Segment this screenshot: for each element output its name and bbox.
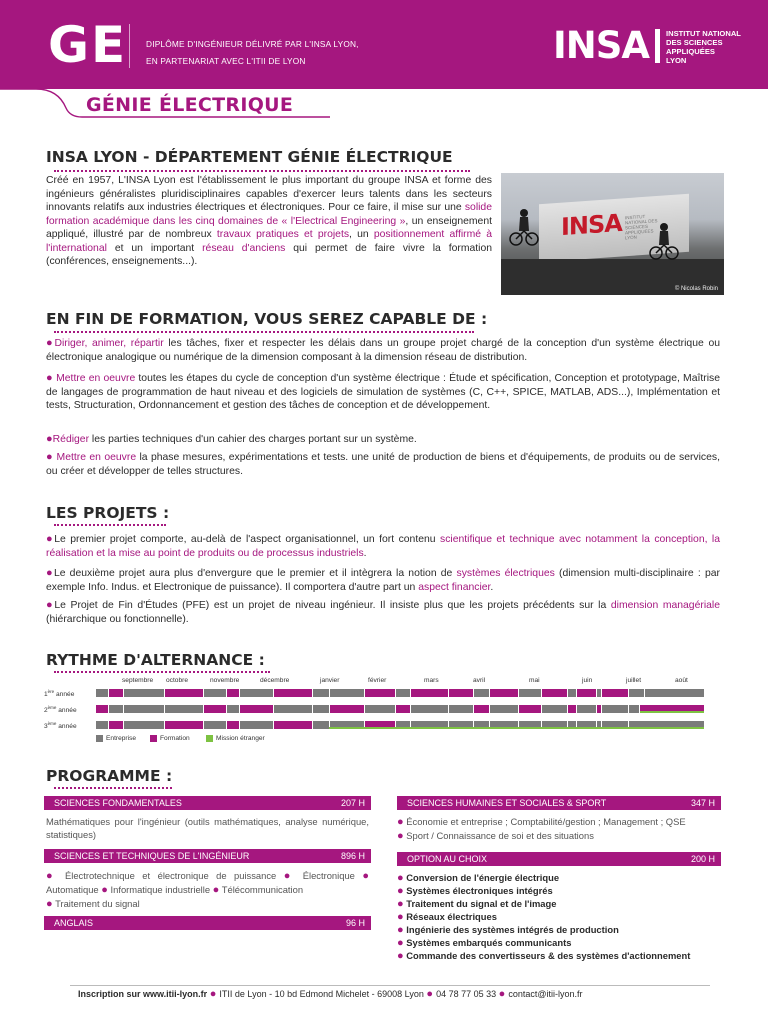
header-line-1: DIPLÔME D'INGÉNIEUR DÉLIVRÉ PAR L'INSA LYON, [146,39,359,49]
legend-swatch [206,735,213,742]
alternance-segment [240,721,273,729]
alternance-segment [165,721,203,729]
alternance-segment [165,705,203,713]
bullet-icon: ● [397,937,404,949]
project-item: ●Le premier projet comporte, au-delà de l'aspect organisationnel, un fort contenu scientifique et technique avec notamment la conception, la réalisation et la mise au point de produits ou de processus industriels. [46,533,721,559]
option-item: ● Conversion de l'énergie électrique [397,872,560,884]
alternance-segment [411,705,448,713]
mission-segment [329,727,704,729]
month-label: février [368,677,387,684]
alternance-segment [240,689,273,697]
page-subtitle: GÉNIE ÉLECTRIQUE [86,94,294,116]
alternance-segment [165,689,203,697]
legend-item-formation: Formation [150,735,190,742]
alternance-segment [365,689,395,697]
alternance-segment [227,689,239,697]
project-item: ●Le deuxième projet aura plus d'envergure que le premier et il intègrera la notion de systèmes électriques (dimension multi-disciplinaire : par exemple Info. Indus. et Electronique de puissance). Il comportera d'autre part un aspect financier. [46,567,720,593]
footer-site-link[interactable]: Inscription sur www.itii-lyon.fr [78,989,208,999]
alternance-segment [568,689,576,697]
section-underline [54,170,470,172]
bullet-icon: ● [46,337,55,349]
alternance-segment [542,689,567,697]
month-label: octobre [166,677,188,684]
cyclist-right [649,221,679,261]
bullet-icon: ● [397,924,404,936]
option-item: ● Systèmes électroniques intégrés [397,885,553,897]
alternance-segment [474,705,489,713]
programme-text: Mathématiques pour l'ingénieur (outils mathématiques, analyse numérique, statistiques) [46,816,369,840]
alternance-segment [96,721,108,729]
programme-text: ● Économie et entreprise ; Comptabilité/gestion ; Management ; QSE ● Sport / Connaissance de soi et des situations [397,816,686,842]
bullet-icon: ● [46,898,53,910]
bullet-icon: ● [46,433,53,445]
section-title-capable: EN FIN DE FORMATION, VOUS SEREZ CAPABLE DE : [46,310,488,328]
bullet-icon: ● [397,830,404,842]
capability-item: ● Mettre en oeuvre la phase mesures, expérimentations et tests. une unité de production de biens et d'équipements, de produits ou de services, ou créer et développer de telles structures. [46,451,720,477]
photo-credit: © Nicolas Robin [674,286,718,292]
bullet-icon: ● [362,870,370,882]
option-item: ● Systèmes embarqués communicants [397,937,572,949]
alternance-segment [365,705,395,713]
option-item: ● Commande des convertisseurs & des systèmes d'actionnement [397,950,691,962]
alternance-segment [330,705,364,713]
photo-wall-sign: INSA [561,208,622,242]
month-label: mai [529,677,540,684]
header-band [0,0,768,89]
campus-photo [501,173,724,295]
alternance-segment [204,689,226,697]
alternance-segment [597,689,601,697]
month-label: août [675,677,688,684]
alternance-segment [474,689,489,697]
alternance-segment [577,689,596,697]
alternance-segment [274,705,312,713]
month-label: mars [424,677,439,684]
alternance-segment [313,705,329,713]
alternance-segment [96,689,108,697]
bullet-icon: ● [46,533,55,545]
project-item: ●Le Projet de Fin d'Études (PFE) est un projet de niveau ingénieur. Il insiste plus que les projets précédents sur la dimension managériale (hiérarchique ou fonctionnelle). [46,599,720,625]
programme-bar-anglais: ANGLAIS 96 H [44,916,371,930]
alternance-segment [396,689,410,697]
legend-item-mission: Mission étranger [206,735,265,742]
section-underline [54,331,474,333]
bullet-icon: ● [212,884,220,896]
bullet-icon: ● [397,872,404,884]
alternance-segment [411,689,448,697]
bullet-icon: ● [397,885,404,897]
alternance-segment [109,705,123,713]
month-label: septembre [122,677,154,684]
month-label: juin [582,677,593,684]
bullet-icon: ● [46,372,53,384]
capability-item: ● Mettre en oeuvre toutes les étapes du cycle de conception d'un système électrique : Étude et spécification, Conception et prototypage, Maîtrise de langages de programmation de haut niveau et des logiciels de simulation de systèmes (C, C++, SPICE, MATLAB, ADS...), Implémentation et tests, Structuration, Ordonnancement et gestion des tâches de conception et de développement. [46,372,720,411]
mission-segment [640,711,704,713]
header-divider [129,24,130,68]
alternance-segment [124,689,164,697]
bullet-icon: ● [46,599,55,611]
bullet-icon: ● [397,816,404,828]
photo-wall-inst: INSTITUT NATIONAL DES SCIENCES APPLIQUÉES LYON [625,213,658,241]
section-title-insa: INSA LYON - DÉPARTEMENT GÉNIE ÉLECTRIQUE [46,148,453,166]
alternance-segment [449,705,473,713]
alternance-segment [96,705,108,713]
alternance-segment [124,705,164,713]
alternance-segment [449,689,473,697]
alternance-segment [597,705,601,713]
bullet-icon: ● [46,870,58,882]
programme-bar-sciences-techniques: SCIENCES ET TECHNIQUES DE L'INGÉNIEUR 896 H [44,849,371,863]
row-label-year-1: 1ère année [44,689,75,699]
insa-logo [553,24,741,67]
alternance-segment [396,705,410,713]
programme-text: ● Électrotechnique et électronique de puissance ● Électronique ● Automatique ● Informatique industrielle ● Télécommunication ● Traitement du signal [46,870,370,910]
option-item: ● Réseaux électriques [397,911,497,923]
row-label-year-2: 2ème année [44,705,77,715]
alternance-segment [330,689,364,697]
alternance-segment [629,689,644,697]
footer-phone: 04 78 77 05 33 [436,989,497,999]
alternance-segment [519,689,541,697]
month-label: novembre [210,677,240,684]
bullet-icon: ● [426,988,437,1000]
bullet-icon: ● [209,988,220,1000]
bullet-icon: ● [46,451,54,463]
alternance-segment [227,721,239,729]
month-label: juillet [626,677,642,684]
alternance-segment [629,705,639,713]
alternance-segment [490,689,518,697]
alternance-segment [313,721,329,729]
alternance-segment [109,689,123,697]
alternance-segment [568,705,576,713]
programme-bar-sciences-fondamentales: SCIENCES FONDAMENTALES 207 H [44,796,371,810]
alternance-segment [124,721,164,729]
month-label: janvier [320,677,340,684]
section-underline [54,787,172,789]
bullet-icon: ● [397,911,404,923]
alternance-segment [240,705,273,713]
row-label-year-3: 3ème année [44,721,77,731]
footer-divider [70,985,710,986]
footer-address: ITII de Lyon - 10 bd Edmond Michelet - 69008 Lyon [219,989,424,999]
bullet-icon: ● [397,950,404,962]
programme-bar-sciences-humaines: SCIENCES HUMAINES ET SOCIALES & SPORT 347 H [397,796,721,810]
intro-paragraph: Créé en 1957, L'INSA Lyon est l'établissement le plus important du groupe INSA et forme des ingénieurs généralistes pluridisciplinaires capables d'exercer leurs talents dans les secteurs innovants relatifs aux industries électriques et électroniques. Pour ce faire, il mise sur une solide formation académique dans les cinq domaines de « l'Electrical Engineering », un enseignement appliqué, illustré par de nombreux travaux pratiques et projets, un positionnement affirmé à l'international et un important réseau d'anciens qui permet de faire vivre la formation (conférences, enseignements...). [46,175,493,267]
insa-logo-word: INSA [553,24,650,67]
bullet-icon: ● [397,898,404,910]
alternance-segment [490,705,518,713]
section-underline [54,671,270,673]
section-title-rhythm: RYTHME D'ALTERNANCE : [46,651,265,669]
bullet-icon: ● [46,567,54,579]
section-underline [54,524,166,526]
section-title-projects: LES PROJETS : [46,504,170,522]
section-title-programme: PROGRAMME : [46,767,173,785]
option-item: ● Traitement du signal et de l'image [397,898,557,910]
alternance-segment [602,689,628,697]
alternance-segment [274,721,312,729]
footer [78,988,583,1000]
insa-logo-institution: INSTITUT NATIONAL DES SCIENCES APPLIQUÉES LYON [666,29,741,65]
header-line-2: EN PARTENARIAT AVEC L'ITII DE LYON [146,56,306,66]
alternance-segment [204,721,226,729]
alternance-segment [645,689,704,697]
alternance-segment [542,705,567,713]
alternance-segment [519,705,541,713]
alternance-chart [44,677,714,747]
month-label: décembre [260,677,290,684]
bullet-icon: ● [498,988,509,1000]
month-label: avril [473,677,486,684]
cyclist-left [509,207,539,247]
program-code: GE [48,16,128,74]
alternance-segment [313,689,329,697]
alternance-segment [602,705,628,713]
alternance-segment [577,705,596,713]
legend-item-entreprise: Entreprise [96,735,136,742]
alternance-segment [204,705,226,713]
option-item: ● Ingénierie des systèmes intégrés de production [397,924,619,936]
capability-item: ●Rédiger les parties techniques d'un cahier des charges portant sur un système. [46,433,417,445]
capability-item: ●Diriger, animer, répartir les tâches, fixer et respecter les délais dans un groupe projet chargé de la conception d'un système électrique ou électronique analogique ou numérique de la dimension composant à la dimension réseau de distribution. [46,337,720,363]
alternance-segment [274,689,312,697]
programme-bar-option: OPTION AU CHOIX 200 H [397,852,721,866]
alternance-segment [109,721,123,729]
footer-email-link[interactable]: contact@itii-lyon.fr [508,989,583,999]
insa-logo-mark [655,29,660,63]
alternance-segment [227,705,239,713]
legend-swatch [150,735,157,742]
legend-swatch [96,735,103,742]
bullet-icon: ● [101,884,108,896]
bullet-icon: ● [283,870,296,882]
header-description [146,36,359,70]
